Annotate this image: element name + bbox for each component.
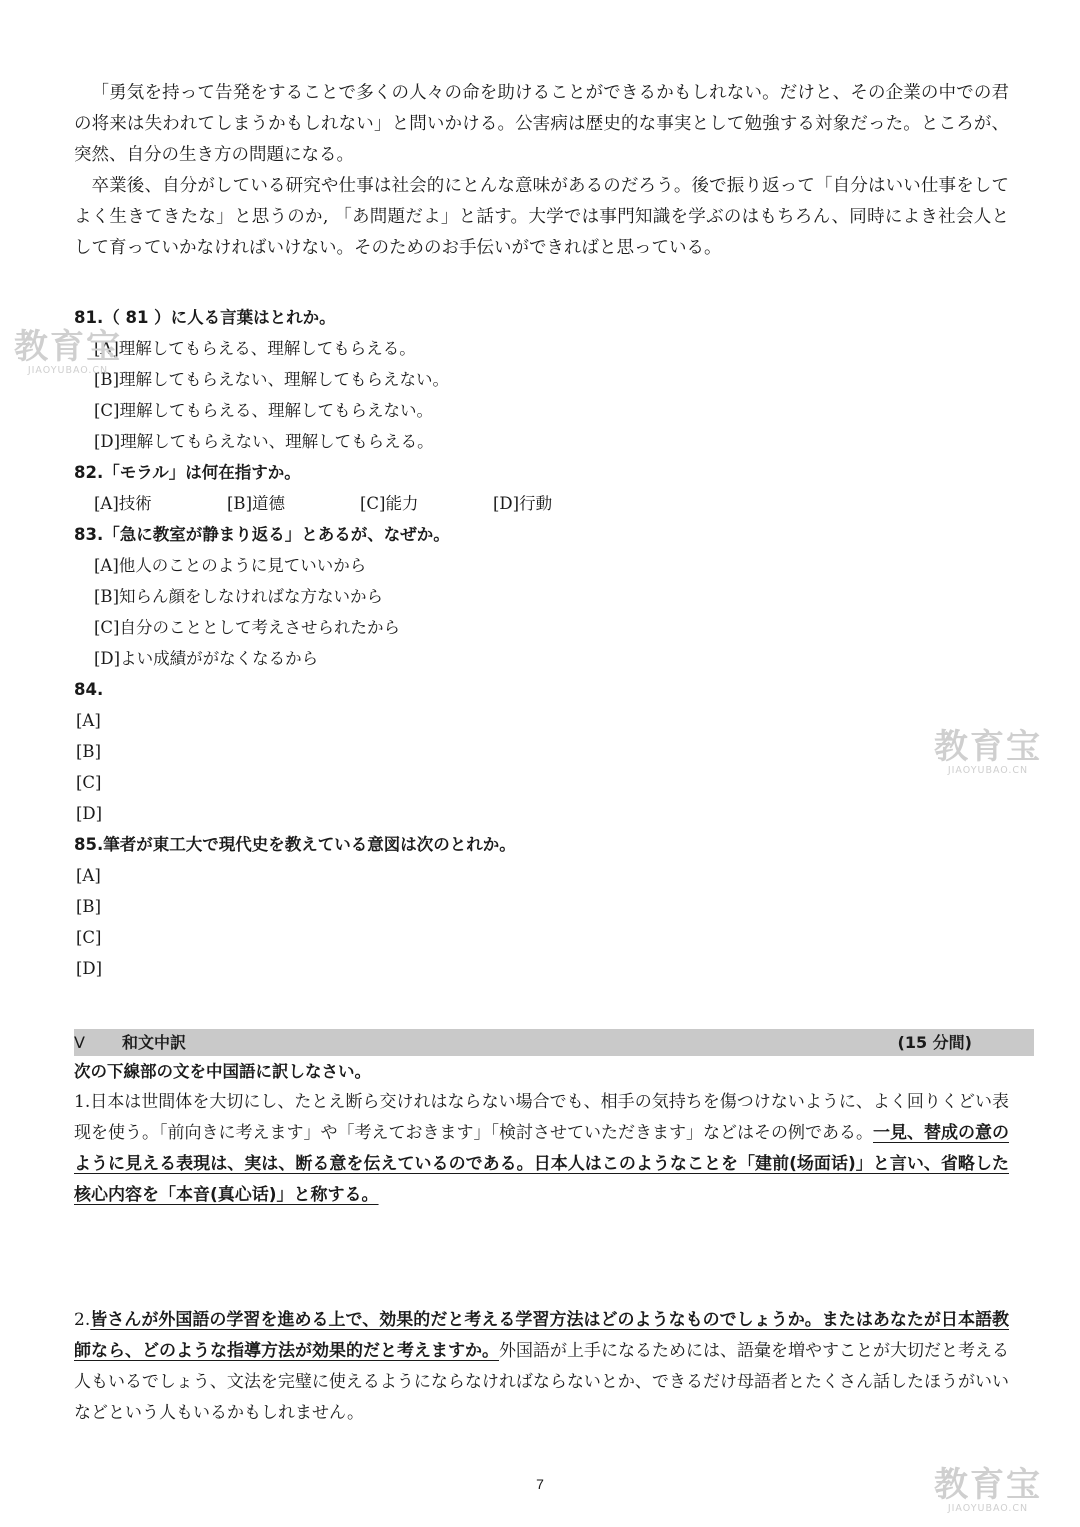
option-d: [D] bbox=[76, 959, 103, 978]
option-b: [B]道德 bbox=[227, 494, 285, 513]
option-b: [B] bbox=[76, 897, 101, 916]
inline-options bbox=[74, 488, 1009, 519]
question-label: 85.筆者が東工大で現代史を教えている意図は次のとれか。 bbox=[74, 835, 516, 854]
option-c: [C] bbox=[76, 773, 102, 792]
question-label: 83.「急に教室が静まり返る」とあるが、なぜか。 bbox=[74, 525, 450, 544]
option-a: [A] bbox=[76, 866, 101, 885]
item-text: 外国語が上手になるためには、語彙を増やすことが大切だと考える人もいるでしょう、文法を完璧に使えるようにならなければならないとか、できるだけ母語者とたくさん話したほうがいいなどという人もいるかもしれません。 bbox=[74, 1341, 1009, 1423]
option-d: [D]行動 bbox=[493, 494, 553, 513]
page-number: 7 bbox=[536, 1476, 544, 1492]
question-label: 84. bbox=[74, 680, 104, 699]
underlined-sentence: 皆さんが外国語の学習を進める上で、効果的だと考える学習方法はどのようなものでしょうか。またはあなたが日本語教師なら、どのような指導方法が効果的だと考えますか。 bbox=[74, 1310, 1009, 1361]
underlined-sentence: 一見、替成の意のように見える表現は、実は、断る意を伝えているのである。日本人はこのようなことを「建前(场面话)」と言い、省略した核心内容を「本音(真心话)」と称する。 bbox=[74, 1123, 1009, 1205]
translation-item-1 bbox=[74, 1087, 1009, 1211]
section-header-bar bbox=[74, 1029, 1034, 1056]
watermark-logo: 教育宝 JIAOYUBAO.CN bbox=[934, 727, 1042, 776]
reading-passage bbox=[74, 78, 1009, 264]
question-84 bbox=[74, 674, 1009, 829]
option-c: [C]自分のこととして考えさせられたから bbox=[94, 618, 400, 637]
option-a: [A]理解してもらえる、理解してもらえる。 bbox=[94, 339, 416, 358]
question-81 bbox=[74, 302, 1009, 457]
option-a: [A]他人のことのように見ていいから bbox=[94, 556, 367, 575]
question-85 bbox=[74, 829, 1009, 984]
question-label: 81.（ 81 ）に人る言葉はとれか。 bbox=[74, 308, 336, 327]
option-a: [A]技術 bbox=[94, 494, 152, 513]
option-d: [D] bbox=[76, 804, 103, 823]
watermark-logo: 教育宝 JIAOYUBAO.CN bbox=[14, 327, 122, 376]
question-83 bbox=[74, 519, 1009, 674]
section-number: V bbox=[74, 1033, 85, 1052]
question-82 bbox=[74, 457, 1009, 519]
option-b: [B]知らん顔をしなければな方ないから bbox=[94, 587, 383, 606]
section-title: 和文中訳 bbox=[122, 1033, 187, 1052]
section-time: (15 分間) bbox=[897, 1033, 972, 1052]
option-b: [B] bbox=[76, 742, 101, 761]
option-c: [C]能力 bbox=[360, 494, 419, 513]
question-list bbox=[74, 302, 1009, 984]
option-d: [D]よい成績ががなくなるから bbox=[94, 649, 319, 668]
translation-item-2 bbox=[74, 1305, 1009, 1429]
answer-space bbox=[74, 1211, 1009, 1305]
passage-paragraph: 「勇気を持って告発をすることで多くの人々の命を助けることができるかもしれない。だけと、その企業の中での君の将来は失われてしまうかもしれない」と問いかける。公害病は歴史的な事実として勉強する対象だった。ところが、突然、自分の生き方の問題になる。 bbox=[74, 83, 1009, 165]
section-instruction: 次の下線部の文を中国語に訳しなさい。 bbox=[74, 1062, 371, 1081]
option-b: [B]理解してもらえない、理解してもらえない。 bbox=[94, 370, 449, 389]
watermark-logo: 教育宝 JIAOYUBAO.CN bbox=[934, 1465, 1042, 1514]
passage-paragraph: 卒業後、自分がしている研究や仕事は社会的にとんな意味があるのだろう。後で振り返って「自分はいい仕事をしてよく生きてきたな」と思うのか, 「あ問題だよ」と話す。大学では事門知識を学ぶのはもちろん、同時によき社会人として育っていかなければいけない。そのためのお手伝いができればと思っている。 bbox=[74, 176, 1009, 258]
option-a: [A] bbox=[76, 711, 101, 730]
item-number: 2. bbox=[74, 1310, 91, 1330]
exam-page bbox=[74, 78, 1009, 1429]
item-text: 1.日本は世間体を大切にし、たとえ断ら交けれはならない場合でも、相手の気持ちを傷つけないように、よく回りくどい表现を使う。「前向きに考えます」や「考えておきます」「検討させていただきます」などはその例である。 bbox=[74, 1092, 1009, 1143]
option-d: [D]理解してもらえない、理解してもらえる。 bbox=[94, 432, 434, 451]
question-label: 82.「モラル」は何在指すか。 bbox=[74, 463, 301, 482]
option-c: [C] bbox=[76, 928, 102, 947]
option-c: [C]理解してもらえる、理解してもらえない。 bbox=[94, 401, 433, 420]
